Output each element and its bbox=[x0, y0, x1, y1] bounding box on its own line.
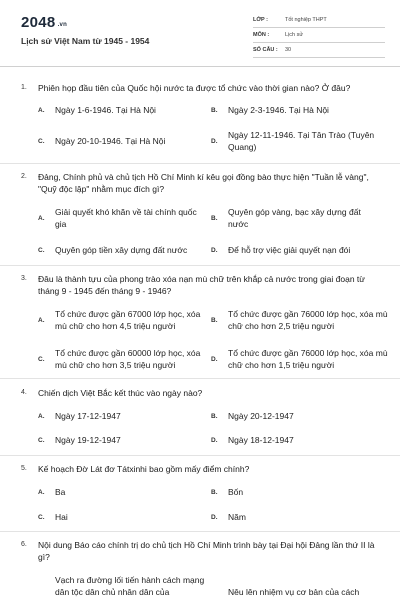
option-text: Để hỗ trợ việc giải quyết nạn đói bbox=[228, 245, 351, 255]
meta-label: LỚP : bbox=[253, 17, 268, 23]
meta-value: Lịch sử bbox=[285, 32, 304, 38]
option-letter: C. bbox=[38, 138, 45, 145]
option-letter: A. bbox=[38, 215, 45, 222]
meta-label: SỐ CÂU : bbox=[253, 47, 278, 53]
option-letter: D. bbox=[211, 356, 218, 363]
option-letter: D. bbox=[211, 138, 218, 145]
question-number: 2. bbox=[21, 173, 27, 180]
option-letter: D. bbox=[211, 514, 218, 521]
option-letter: A. bbox=[38, 413, 45, 420]
question-text: Nội dung Báo cáo chính trị do chủ tịch Hồ Chí Minh trình bày tại Đại hội Đảng lần thứ II là gì? bbox=[38, 540, 375, 562]
option-text: Ngày 12-11-1946. Tại Tân Trào (Tuyên Quang) bbox=[228, 130, 375, 152]
option-letter: A. bbox=[38, 107, 45, 114]
option-text: Ngày 19-12-1947 bbox=[55, 435, 121, 445]
logo-text: 2048 bbox=[21, 14, 56, 31]
question-text: Kế hoạch Đờ Lát đơ Tátxinhi bao gồm mấy điểm chính? bbox=[38, 464, 250, 474]
option-letter: C. bbox=[38, 514, 45, 521]
option-text: Vạch ra đường lối tiến hành cách mạng dân tộc dân chủ nhân dân của bbox=[55, 575, 205, 597]
option-letter: A. bbox=[38, 317, 45, 324]
option-text: Tổ chức được gần 60000 lớp học, xóa mù chữ cho hơn 3,5 triệu người bbox=[55, 348, 201, 370]
option-text: Tổ chức được gần 76000 lớp học, xóa mù chữ cho hơn 1,5 triệu người bbox=[228, 348, 388, 370]
question-text: Chiến dịch Việt Bắc kết thúc vào ngày nào? bbox=[38, 388, 203, 398]
header-divider bbox=[0, 66, 400, 67]
option-letter: B. bbox=[211, 317, 218, 324]
question-text: Đâu là thành tựu của phong trào xóa nạn mù chữ trên khắp cả nước trong giai đoạn từ tháng 9 - 1945 đến tháng 9 - 1946? bbox=[38, 274, 365, 296]
question-number: 3. bbox=[21, 275, 27, 282]
option-text: Ngày 20-10-1946. Tại Hà Nội bbox=[55, 136, 166, 146]
question-number: 5. bbox=[21, 465, 27, 472]
option-letter: C. bbox=[38, 247, 45, 254]
option-text: Năm bbox=[228, 512, 246, 522]
question-divider bbox=[0, 265, 400, 266]
meta-count-row bbox=[253, 46, 385, 58]
question-divider bbox=[0, 455, 400, 456]
document-title: Lịch sử Việt Nam từ 1945 - 1954 bbox=[21, 36, 150, 46]
meta-value: Tốt nghiệp THPT bbox=[285, 17, 327, 23]
option-text: Hai bbox=[55, 512, 68, 522]
option-text: Tổ chức được gần 67000 lớp học, xóa mù chữ cho hơn 4,5 triệu người bbox=[55, 309, 201, 331]
question-divider bbox=[0, 163, 400, 164]
option-text: Quyên góp vàng, bạc xây dựng đất nước bbox=[228, 207, 361, 229]
option-letter: A. bbox=[38, 489, 45, 496]
question-number: 6. bbox=[21, 541, 27, 548]
worksheet-header bbox=[0, 0, 400, 66]
option-text: Ba bbox=[55, 487, 66, 497]
question-text: Đảng, Chính phủ và chủ tịch Hồ Chí Minh kí kêu gọi đồng bào thực hiện "Tuần lễ vàng", "Quỹ độc lập" nhằm mục đích gì? bbox=[38, 172, 369, 194]
option-text: Bốn bbox=[228, 487, 244, 497]
meta-value: 30 bbox=[285, 47, 292, 53]
option-text: Nêu lên nhiệm vụ cơ bản của cách bbox=[228, 587, 360, 597]
logo-suffix: .vn bbox=[57, 22, 68, 28]
option-letter: C. bbox=[38, 437, 45, 444]
option-text: Ngày 1-6-1946. Tại Hà Nội bbox=[55, 105, 156, 115]
option-text: Quyên góp tiền xây dựng đất nước bbox=[55, 245, 188, 255]
option-text: Tổ chức được gần 76000 lớp học, xóa mù chữ cho hơn 2,5 triệu người bbox=[228, 309, 388, 331]
meta-class-row bbox=[253, 16, 385, 28]
question-number: 1. bbox=[21, 84, 27, 91]
option-letter: B. bbox=[211, 215, 218, 222]
meta-subject-row bbox=[253, 31, 385, 43]
option-letter: D. bbox=[211, 437, 218, 444]
option-letter: B. bbox=[211, 413, 218, 420]
question-text: Phiên họp đầu tiên của Quốc hội nước ta được tổ chức vào thời gian nào? Ở đâu? bbox=[38, 83, 351, 93]
question-divider bbox=[0, 378, 400, 379]
question-number: 4. bbox=[21, 389, 27, 396]
option-letter: C. bbox=[38, 356, 45, 363]
site-logo[interactable] bbox=[21, 14, 67, 31]
option-text: Ngày 17-12-1947 bbox=[55, 411, 121, 421]
option-text: Ngày 20-12-1947 bbox=[228, 411, 294, 421]
option-letter: B. bbox=[211, 489, 218, 496]
question-divider bbox=[0, 531, 400, 532]
option-text: Giải quyết khó khăn về tài chính quốc gia bbox=[55, 207, 197, 229]
option-text: Ngày 18-12-1947 bbox=[228, 435, 294, 445]
option-text: Ngày 2-3-1946. Tại Hà Nội bbox=[228, 105, 329, 115]
option-letter: B. bbox=[211, 107, 218, 114]
option-letter: D. bbox=[211, 247, 218, 254]
meta-label: MÔN : bbox=[253, 32, 270, 38]
